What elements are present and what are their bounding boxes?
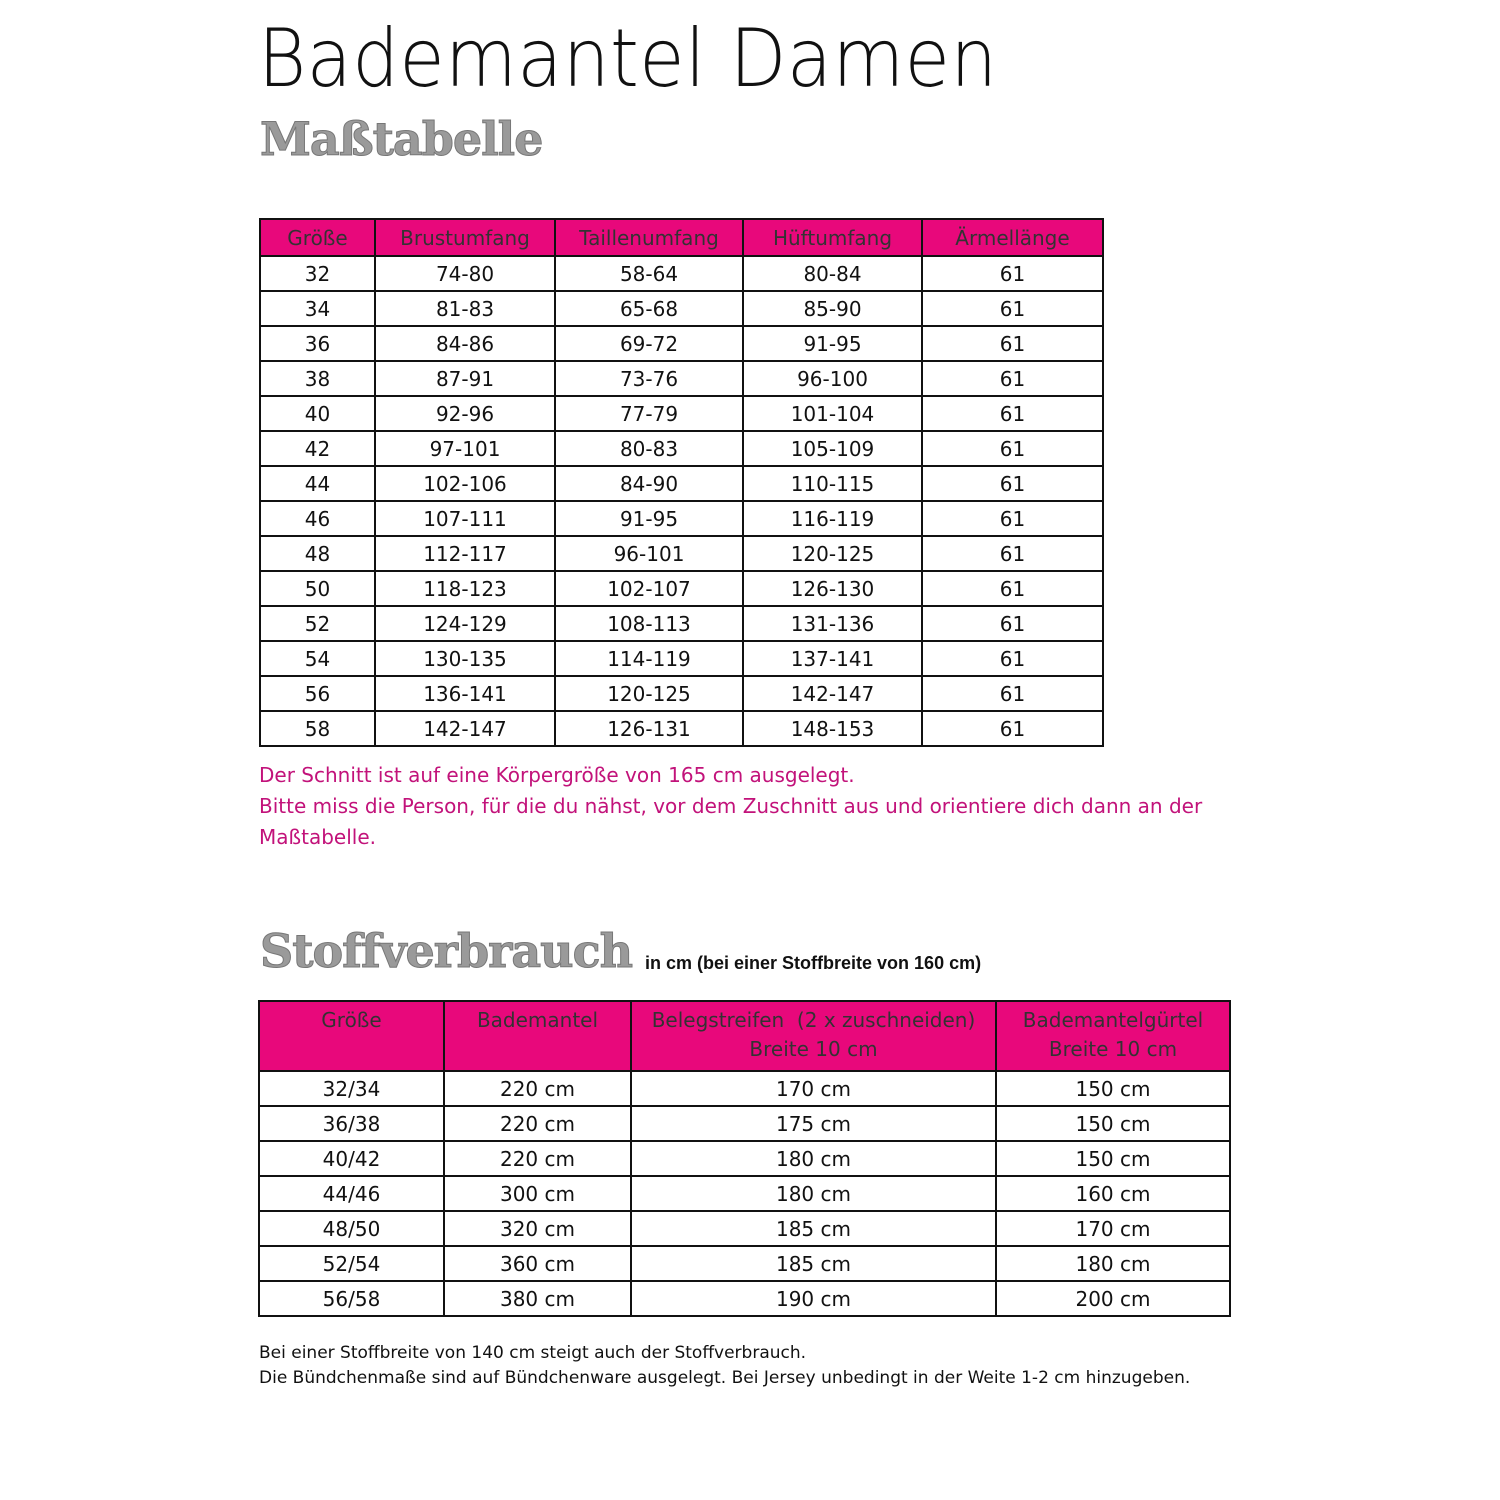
table-cell: 124-129 (375, 606, 555, 641)
table-cell: 137-141 (743, 641, 922, 676)
table-cell: 61 (922, 536, 1103, 571)
table-cell: 107-111 (375, 501, 555, 536)
table-cell: 131-136 (743, 606, 922, 641)
table-cell: 190 cm (631, 1281, 996, 1316)
table-cell: 97-101 (375, 431, 555, 466)
table-cell: 110-115 (743, 466, 922, 501)
table-cell: 80-84 (743, 256, 922, 291)
table-row (259, 1176, 1230, 1211)
table-cell: 61 (922, 326, 1103, 361)
fabric-subheading: in cm (bei einer Stoffbreite von 160 cm) (645, 953, 982, 973)
header-line: Bademantelgürtel (1022, 1008, 1204, 1032)
table-cell: 116-119 (743, 501, 922, 536)
table-cell: 32 (260, 256, 375, 291)
table-cell: 61 (922, 396, 1103, 431)
table-cell: 32/34 (259, 1071, 444, 1106)
table-cell: 96-100 (743, 361, 922, 396)
table-cell: 74-80 (375, 256, 555, 291)
table-cell: 40/42 (259, 1141, 444, 1176)
header-line: Belegstreifen (2 x zuschneiden) (651, 1008, 976, 1032)
header-bademantelguertel (996, 1001, 1230, 1071)
table-cell: 85-90 (743, 291, 922, 326)
table-cell: 108-113 (555, 606, 743, 641)
table-cell: 36/38 (259, 1106, 444, 1141)
table-row (260, 466, 1103, 501)
table-row (259, 1141, 1230, 1176)
table-cell: 61 (922, 606, 1103, 641)
table-row (260, 256, 1103, 291)
table-row (260, 571, 1103, 606)
table-cell: 185 cm (631, 1211, 996, 1246)
fabric-heading: Stoffverbrauch (260, 924, 633, 978)
table-cell: 46 (260, 501, 375, 536)
header-line: Bademantel (476, 1008, 599, 1032)
table-cell: 52 (260, 606, 375, 641)
table-cell: 180 cm (631, 1141, 996, 1176)
table-cell: 185 cm (631, 1246, 996, 1281)
table-row (259, 1281, 1230, 1316)
header-groesse (259, 1001, 444, 1071)
table-row (260, 431, 1103, 466)
measurements-header-row (260, 219, 1103, 256)
table-cell: 87-91 (375, 361, 555, 396)
table-cell: 92-96 (375, 396, 555, 431)
table-cell: 300 cm (444, 1176, 631, 1211)
table-cell: 102-106 (375, 466, 555, 501)
table-cell: 77-79 (555, 396, 743, 431)
table-cell: 48 (260, 536, 375, 571)
table-cell: 61 (922, 431, 1103, 466)
table-cell: 91-95 (555, 501, 743, 536)
table-cell: 126-131 (555, 711, 743, 746)
table-row (260, 326, 1103, 361)
table-row (260, 396, 1103, 431)
table-row (260, 676, 1103, 711)
fabric-note-line-2: Die Bündchenmaße sind auf Bündchenware ausgelegt. Bei Jersey unbedingt in der Weite 1-2 cm hinzugeben. (259, 1368, 1191, 1388)
table-cell: 52/54 (259, 1246, 444, 1281)
table-cell: 54 (260, 641, 375, 676)
header-line: Breite 10 cm (749, 1037, 878, 1061)
table-cell: 320 cm (444, 1211, 631, 1246)
header-bademantel (444, 1001, 631, 1071)
header-hueftumfang: Hüftumfang (743, 219, 922, 256)
fabric-header-row (259, 1001, 1230, 1071)
table-cell: 44/46 (259, 1176, 444, 1211)
table-cell: 170 cm (996, 1211, 1230, 1246)
table-cell: 61 (922, 361, 1103, 396)
table-cell: 150 cm (996, 1106, 1230, 1141)
table-cell: 80-83 (555, 431, 743, 466)
table-cell: 73-76 (555, 361, 743, 396)
table-cell: 50 (260, 571, 375, 606)
table-cell: 48/50 (259, 1211, 444, 1246)
header-taillenumfang: Taillenumfang (555, 219, 743, 256)
table-cell: 65-68 (555, 291, 743, 326)
table-row (260, 641, 1103, 676)
table-row (260, 536, 1103, 571)
table-cell: 102-107 (555, 571, 743, 606)
size-note-line-2: Bitte miss die Person, für die du nähst, vor dem Zuschnitt aus und orientiere dich dann an der Maßtabelle. (259, 794, 1203, 849)
table-row (259, 1211, 1230, 1246)
table-cell: 142-147 (375, 711, 555, 746)
table-cell: 142-147 (743, 676, 922, 711)
measurements-table (259, 218, 1104, 747)
table-cell: 84-86 (375, 326, 555, 361)
header-aermellaenge: Ärmellänge (922, 219, 1103, 256)
table-cell: 148-153 (743, 711, 922, 746)
table-cell: 84-90 (555, 466, 743, 501)
table-cell: 38 (260, 361, 375, 396)
table-cell: 220 cm (444, 1141, 631, 1176)
table-cell: 69-72 (555, 326, 743, 361)
table-cell: 170 cm (631, 1071, 996, 1106)
table-cell: 114-119 (555, 641, 743, 676)
table-cell: 175 cm (631, 1106, 996, 1141)
table-row (260, 291, 1103, 326)
measurements-heading: Maßtabelle (260, 112, 543, 166)
table-cell: 150 cm (996, 1071, 1230, 1106)
table-cell: 120-125 (743, 536, 922, 571)
header-line: Größe (321, 1008, 382, 1032)
table-cell: 136-141 (375, 676, 555, 711)
table-row (260, 606, 1103, 641)
table-cell: 58-64 (555, 256, 743, 291)
page-title: Bademantel Damen (258, 12, 998, 105)
table-cell: 118-123 (375, 571, 555, 606)
table-row (260, 501, 1103, 536)
table-cell: 61 (922, 256, 1103, 291)
table-cell: 180 cm (631, 1176, 996, 1211)
header-line: Breite 10 cm (1048, 1037, 1178, 1061)
table-cell: 61 (922, 711, 1103, 746)
table-cell: 61 (922, 291, 1103, 326)
table-cell: 61 (922, 676, 1103, 711)
table-cell: 360 cm (444, 1246, 631, 1281)
table-row (259, 1071, 1230, 1106)
table-cell: 34 (260, 291, 375, 326)
table-cell: 91-95 (743, 326, 922, 361)
table-cell: 150 cm (996, 1141, 1230, 1176)
table-cell: 40 (260, 396, 375, 431)
table-cell: 58 (260, 711, 375, 746)
table-cell: 61 (922, 571, 1103, 606)
table-row (259, 1246, 1230, 1281)
table-cell: 220 cm (444, 1106, 631, 1141)
table-cell: 101-104 (743, 396, 922, 431)
table-cell: 96-101 (555, 536, 743, 571)
table-cell: 36 (260, 326, 375, 361)
header-belegstreifen (631, 1001, 996, 1071)
table-cell: 105-109 (743, 431, 922, 466)
table-row (260, 711, 1103, 746)
fabric-table (258, 1000, 1231, 1317)
size-note-line-1: Der Schnitt ist auf eine Körpergröße von 165 cm ausgelegt. (259, 763, 855, 787)
table-row (259, 1106, 1230, 1141)
table-cell: 126-130 (743, 571, 922, 606)
table-cell: 42 (260, 431, 375, 466)
table-cell: 56 (260, 676, 375, 711)
table-cell: 120-125 (555, 676, 743, 711)
table-cell: 61 (922, 501, 1103, 536)
fabric-note (259, 1341, 1259, 1391)
table-cell: 200 cm (996, 1281, 1230, 1316)
table-cell: 56/58 (259, 1281, 444, 1316)
fabric-note-line-1: Bei einer Stoffbreite von 140 cm steigt auch der Stoffverbrauch. (259, 1343, 807, 1363)
table-cell: 220 cm (444, 1071, 631, 1106)
table-cell: 44 (260, 466, 375, 501)
table-cell: 112-117 (375, 536, 555, 571)
table-cell: 61 (922, 641, 1103, 676)
table-cell: 81-83 (375, 291, 555, 326)
table-cell: 61 (922, 466, 1103, 501)
table-cell: 180 cm (996, 1246, 1230, 1281)
table-row (260, 361, 1103, 396)
table-cell: 160 cm (996, 1176, 1230, 1211)
size-note (259, 760, 1219, 853)
header-brustumfang: Brustumfang (375, 219, 555, 256)
header-groesse: Größe (260, 219, 375, 256)
table-cell: 130-135 (375, 641, 555, 676)
table-cell: 380 cm (444, 1281, 631, 1316)
